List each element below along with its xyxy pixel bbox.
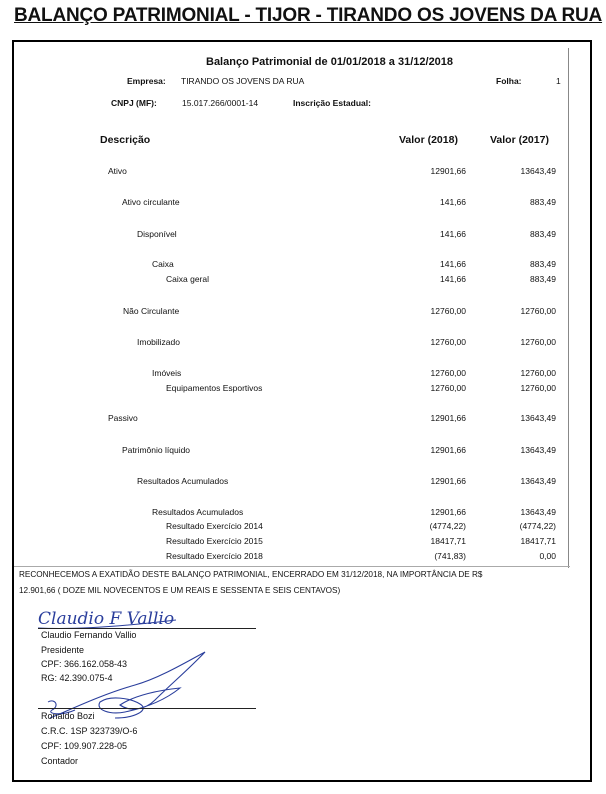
column-header-descricao: Descrição bbox=[100, 134, 151, 146]
row-value-2018: 18417,71 bbox=[430, 536, 466, 546]
row-value-2018: 12760,00 bbox=[430, 337, 466, 347]
cnpj-value: 15.017.266/0001-14 bbox=[182, 98, 259, 108]
signatory-2-cpf: CPF: 109.907.228-05 bbox=[41, 741, 128, 751]
signatory-1-role: Presidente bbox=[41, 645, 85, 655]
row-label: Disponível bbox=[137, 229, 177, 239]
signatory-2-crc: C.R.C. 1SP 323739/O-6 bbox=[41, 726, 138, 736]
signatory-2-role: Contador bbox=[41, 756, 79, 766]
empresa-label: Empresa: bbox=[127, 76, 166, 86]
row-label: Ativo circulante bbox=[122, 197, 180, 207]
row-value-2017: 13643,49 bbox=[520, 507, 556, 517]
row-value-2017: 0,00 bbox=[539, 551, 556, 561]
row-label: Imóveis bbox=[152, 368, 182, 378]
signature-1-line bbox=[38, 628, 256, 629]
row-label: Equipamentos Esportivos bbox=[166, 383, 263, 393]
row-value-2017: 12760,00 bbox=[520, 337, 556, 347]
signature-2-line bbox=[38, 708, 256, 709]
row-label: Ativo bbox=[108, 166, 127, 176]
row-label: Resultados Acumulados bbox=[152, 507, 244, 517]
row-label: Resultado Exercício 2018 bbox=[166, 551, 263, 561]
row-label: Caixa geral bbox=[166, 274, 209, 284]
row-label: Caixa bbox=[152, 259, 174, 269]
row-label: Resultado Exercício 2014 bbox=[166, 521, 263, 531]
signature-1-text: Claudio F Vallio bbox=[38, 609, 175, 629]
table-bottom-rule bbox=[14, 566, 570, 567]
row-value-2017: 18417,71 bbox=[520, 536, 556, 546]
row-value-2018: 141,66 bbox=[440, 274, 466, 284]
signatory-2-name: Ronaldo Bozi bbox=[41, 711, 95, 721]
signatory-1-name: Claudio Fernando Vallio bbox=[41, 630, 137, 640]
row-value-2017: 883,49 bbox=[530, 229, 556, 239]
column-header-valor-2017: Valor (2017) bbox=[490, 134, 549, 146]
row-value-2017: (4774,22) bbox=[519, 521, 556, 531]
row-value-2017: 13643,49 bbox=[520, 166, 556, 176]
folha-value: 1 bbox=[556, 76, 561, 86]
row-value-2017: 883,49 bbox=[530, 274, 556, 284]
row-value-2018: 12901,66 bbox=[430, 476, 466, 486]
row-value-2018: 12760,00 bbox=[430, 368, 466, 378]
folha-label: Folha: bbox=[496, 76, 522, 86]
cnpj-label: CNPJ (MF): bbox=[111, 98, 157, 108]
row-value-2017: 883,49 bbox=[530, 197, 556, 207]
signatory-1-cpf: CPF: 366.162.058-43 bbox=[41, 659, 128, 669]
report-border-line bbox=[568, 48, 569, 568]
page-title: BALANÇO PATRIMONIAL - TIJOR - TIRANDO OS JOVENS DA RUA bbox=[14, 5, 603, 26]
row-value-2017: 13643,49 bbox=[520, 445, 556, 455]
row-label: Passivo bbox=[108, 413, 138, 423]
row-value-2018: 12901,66 bbox=[430, 166, 466, 176]
row-value-2017: 12760,00 bbox=[520, 383, 556, 393]
row-value-2018: 12901,66 bbox=[430, 445, 466, 455]
row-value-2018: (741,83) bbox=[434, 551, 466, 561]
row-value-2017: 13643,49 bbox=[520, 476, 556, 486]
row-value-2018: 141,66 bbox=[440, 229, 466, 239]
row-label: Patrimônio líquido bbox=[122, 445, 191, 455]
row-label: Imobilizado bbox=[137, 337, 180, 347]
row-value-2018: 12760,00 bbox=[430, 383, 466, 393]
column-header-valor-2018: Valor (2018) bbox=[399, 134, 458, 146]
row-value-2018: 141,66 bbox=[440, 197, 466, 207]
row-label: Resultados Acumulados bbox=[137, 476, 229, 486]
signatory-1-rg: RG: 42.390.075-4 bbox=[41, 673, 113, 683]
row-label: Não Circulante bbox=[123, 306, 180, 316]
declaration-line-2: 12.901,66 ( DOZE MIL NOVECENTOS E UM REAIS E SESSENTA E SEIS CENTAVOS) bbox=[19, 586, 341, 595]
empresa-value: TIRANDO OS JOVENS DA RUA bbox=[181, 76, 305, 86]
row-value-2018: 12901,66 bbox=[430, 413, 466, 423]
inscricao-estadual-label: Inscrição Estadual: bbox=[293, 98, 371, 108]
row-value-2017: 12760,00 bbox=[520, 306, 556, 316]
row-value-2018: 12760,00 bbox=[430, 306, 466, 316]
row-value-2018: 12901,66 bbox=[430, 507, 466, 517]
row-value-2018: (4774,22) bbox=[429, 521, 466, 531]
declaration-line-1: RECONHECEMOS A EXATIDÃO DESTE BALANÇO PATRIMONIAL, ENCERRADO EM 31/12/2018, NA IMPORTÂNCIA DE R$ bbox=[19, 570, 483, 579]
row-value-2017: 12760,00 bbox=[520, 368, 556, 378]
row-value-2018: 141,66 bbox=[440, 259, 466, 269]
report-title: Balanço Patrimonial de 01/01/2018 a 31/12/2018 bbox=[206, 56, 454, 68]
row-value-2017: 13643,49 bbox=[520, 413, 556, 423]
row-label: Resultado Exercício 2015 bbox=[166, 536, 263, 546]
row-value-2017: 883,49 bbox=[530, 259, 556, 269]
